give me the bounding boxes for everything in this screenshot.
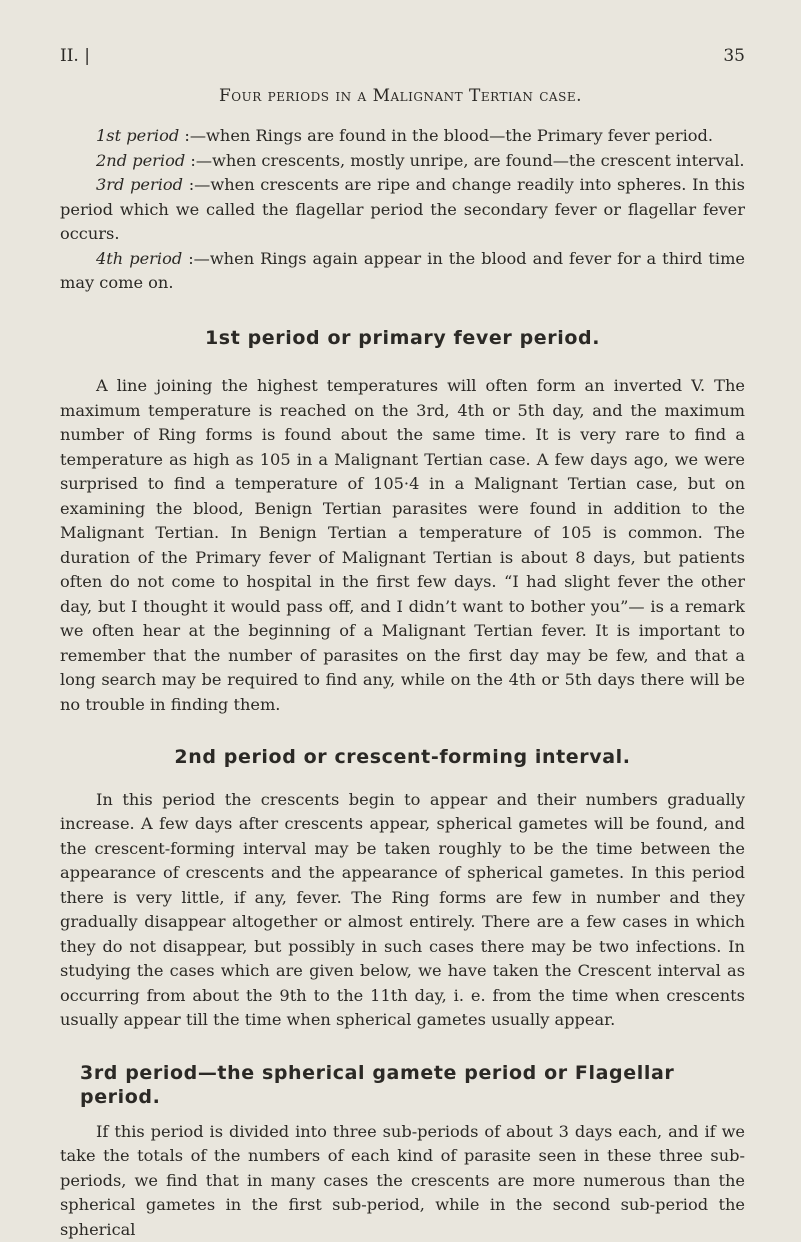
section-heading-primary-fever: 1st period or primary fever period.: [60, 326, 745, 351]
definition-text: :—when Rings again appear in the blood and fever for a third time may come on.: [60, 249, 745, 293]
definition-text: :—when crescents are ripe and change readily into spheres. In this period which we called the flagellar period the secondary fever or flagellar fever occurs.: [60, 175, 745, 243]
section-paragraph-primary-fever: A line joining the highest temperatures will often form an inverted V. The maximum temperature is reached on the 3rd, 4th or 5th day, and the maximum number of Ring forms is found about the same time. It is very rare to find a temperature as high as 105 in a Malignant Tertian case. A few days ago, we were surprised to find a temperature of 105·4 in a Malignant Tertian case, but on examining the blood, Benign Tertian parasites were found in addition to the Malignant Tertian. In Benign Tertian a temperature of 105 is common. The duration of the Primary fever of Malignant Tertian is about 8 days, but patients often do not come to hospital in the first few days. “I had slight fever the other day, but I thought it would pass off, and I didn’t want to bother you”— is a remark we often hear at the beginning of a Malignant Tertian fever. It is important to remember that the number of parasites on the first day may be few, and that a long search may be required to find any, while on the 4th or 5th days there will be no trouble in finding them.: [60, 374, 745, 717]
definition-2nd-period: [60, 149, 745, 174]
page-title: Four periods in a Malignant Tertian case.: [0, 86, 801, 106]
definition-1st-period: [60, 124, 745, 149]
definition-text: :—when Rings are found in the blood—the Primary fever period.: [184, 126, 713, 145]
definition-text: :—when crescents, mostly unripe, are found—the crescent interval.: [190, 151, 744, 170]
section-label: II. |: [60, 46, 90, 66]
definition-term: 4th period: [96, 249, 182, 268]
section-heading-flagellar-period: 3rd period—the spherical gamete period or Flagellar period.: [80, 1061, 745, 1110]
page-body: [60, 124, 745, 1242]
section-paragraph-flagellar-period: If this period is divided into three sub-periods of about 3 days each, and if we take the totals of the numbers of each kind of parasite seen in these three sub-periods, we find that in many cases the crescents are more numerous than the spherical gametes in the first sub-period, while in the second sub-period the spherical: [60, 1120, 745, 1242]
definition-4th-period: [60, 247, 745, 296]
page-number: 35: [723, 46, 745, 66]
section-paragraph-crescent-interval: In this period the crescents begin to appear and their numbers gradually increase. A few days after crescents appear, spherical gametes will be found, and the crescent-forming interval may be taken roughly to be the time between the appearance of crescents and the appearance of spherical gametes. In this period there is very little, if any, fever. The Ring forms are few in number and they gradually disappear altogether or almost entirely. There are a few cases in which they do not disappear, but possibly in such cases there may be two infections. In studying the cases which are given below, we have taken the Crescent interval as occurring from about the 9th to the 11th day, i. e. from the time when crescents usually appear till the time when spherical gametes usually appear.: [60, 788, 745, 1033]
running-header: [60, 46, 745, 70]
definition-3rd-period: [60, 173, 745, 247]
definition-term: 1st period: [96, 126, 179, 145]
definition-term: 2nd period: [96, 151, 185, 170]
section-heading-crescent-interval: 2nd period or crescent-forming interval.: [60, 745, 745, 770]
definition-term: 3rd period: [96, 175, 183, 194]
